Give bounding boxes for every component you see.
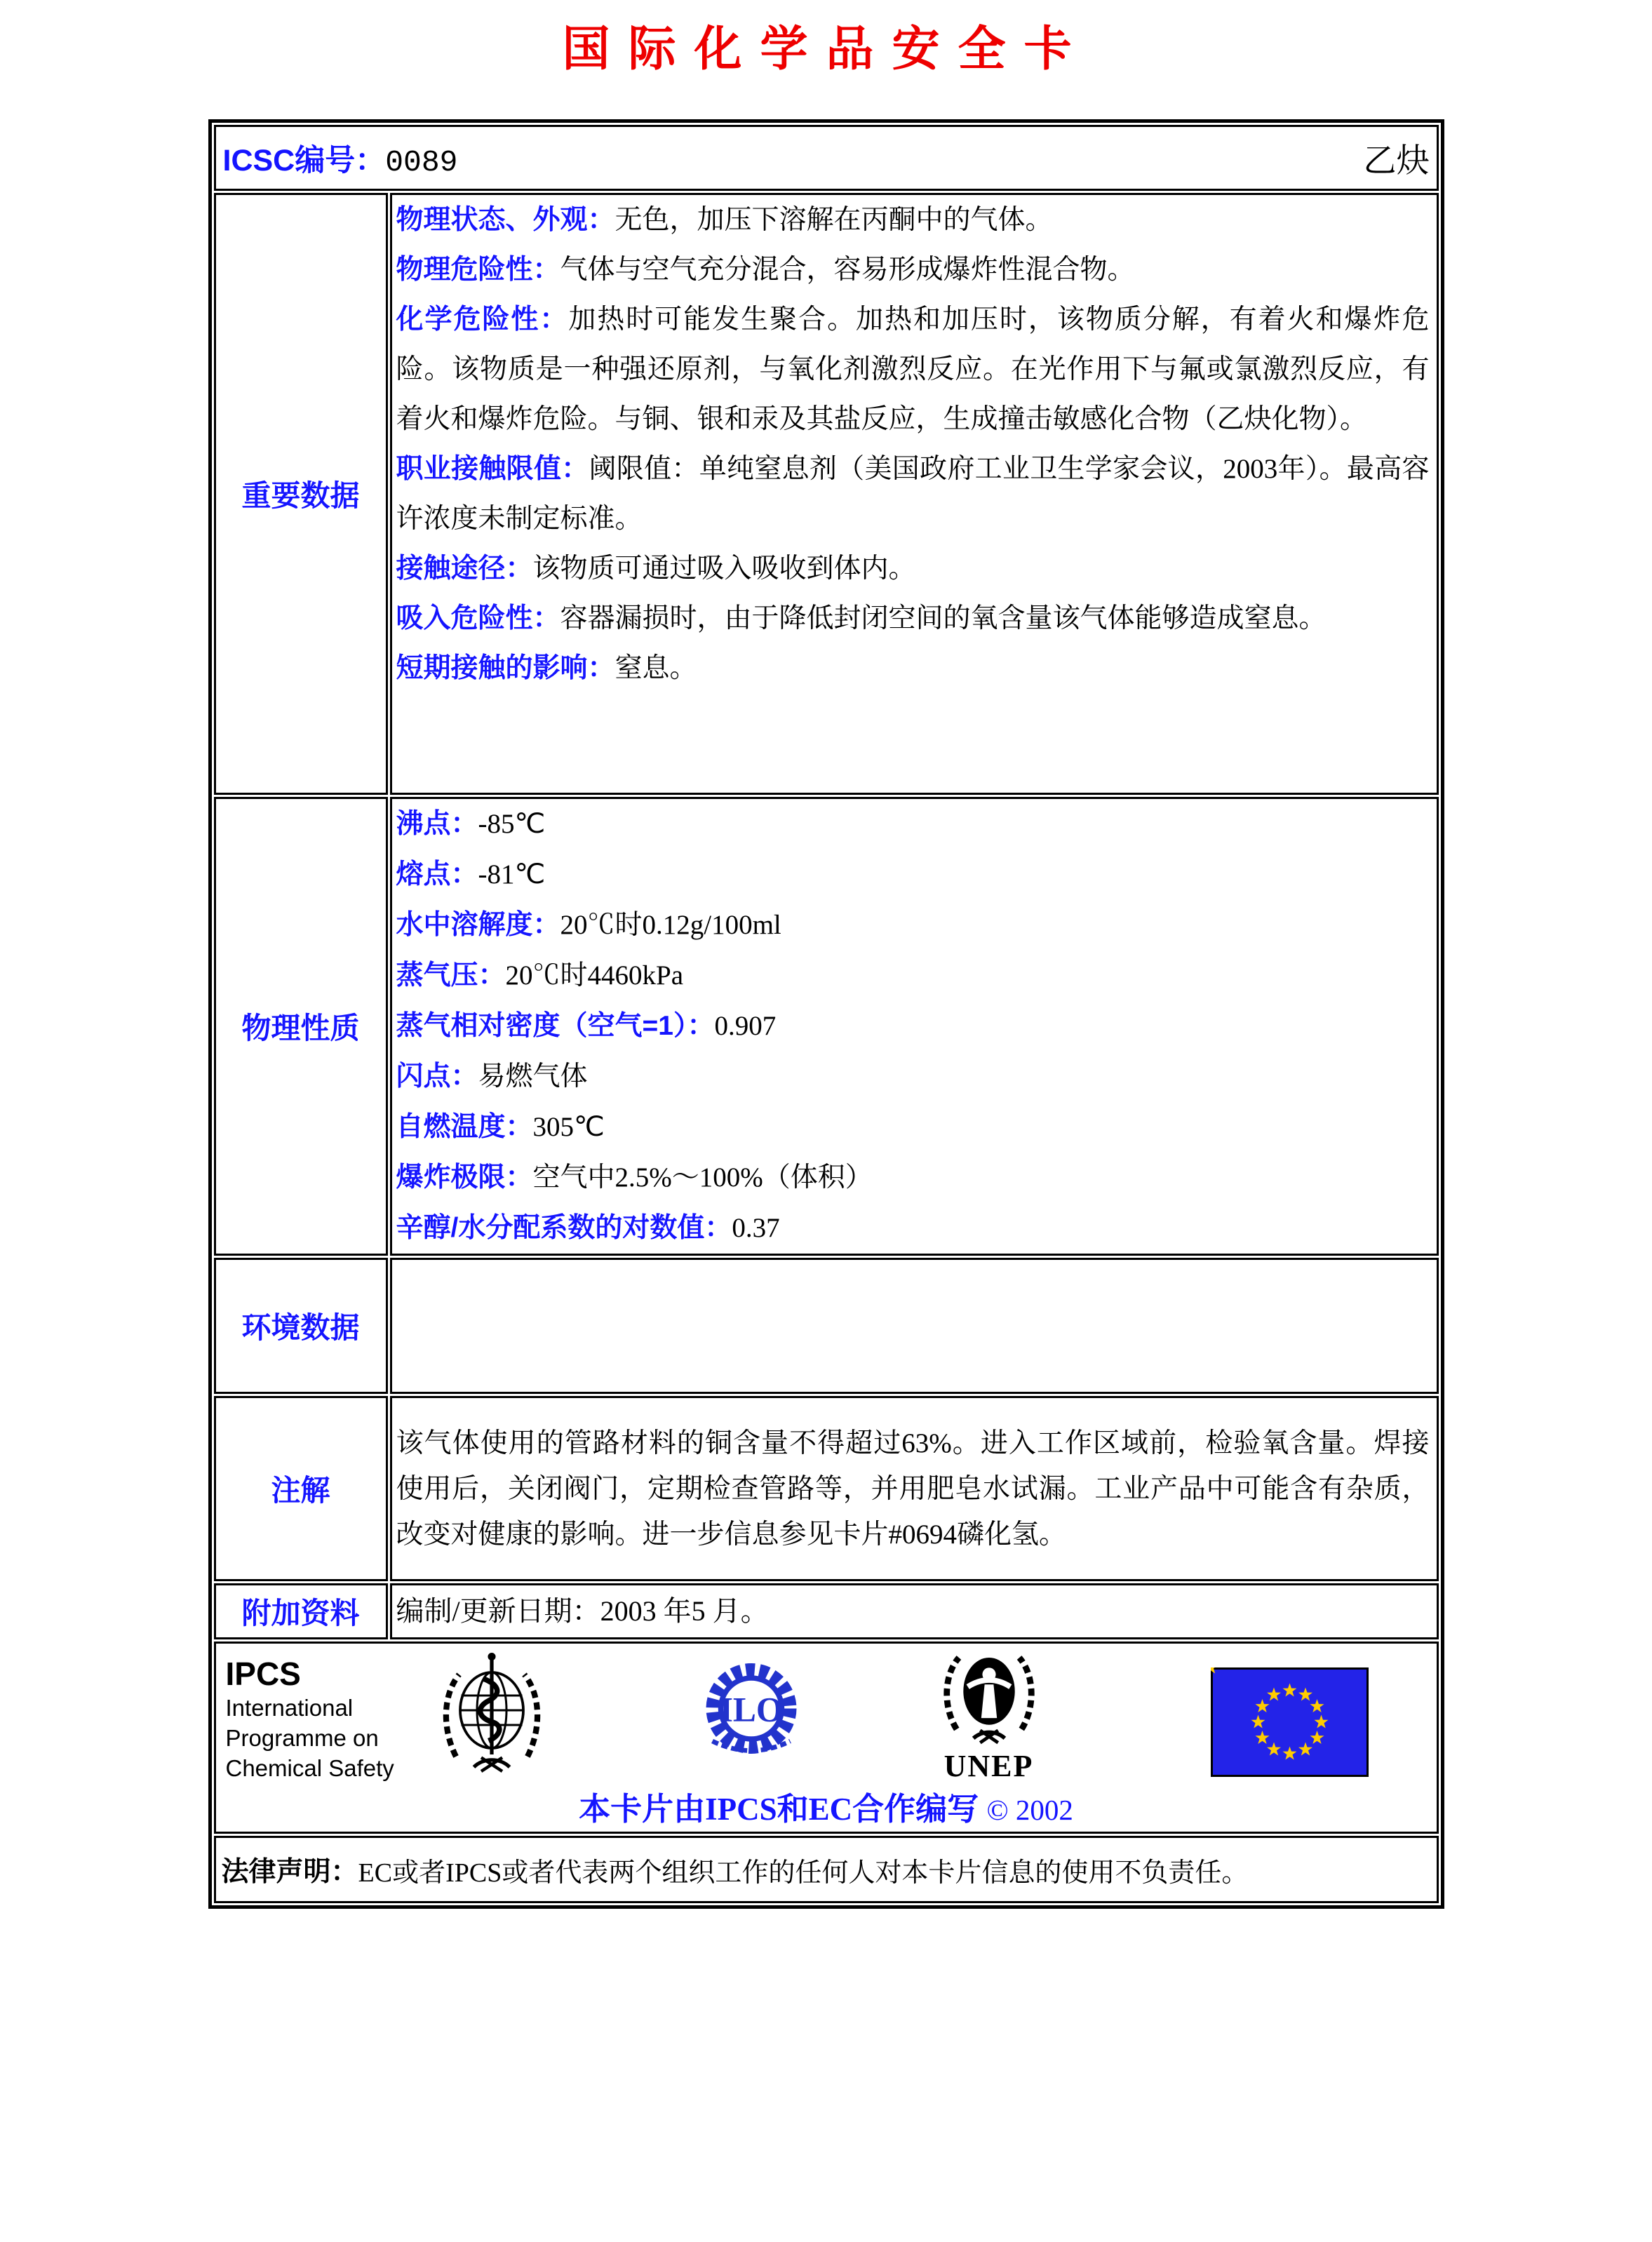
important-item [396,444,1430,544]
field-value: 20℃时0.12g/100ml [560,910,781,940]
physical-item [396,799,1430,850]
icsc-number-group [223,137,458,180]
field-value: 阈限值：单纯窒息剂（美国政府工业卫生学家会议，2003年）。最高容许浓度未制定标准。 [396,454,1430,534]
icsc-table [208,119,1444,1909]
legal-label: 法律声明： [221,1857,358,1887]
field-label: 蒸气压： [396,960,506,991]
field-label: 物理危险性： [396,255,560,285]
legal-notice [216,1838,1437,1901]
credit-text: 本卡片由IPCS和EC合作编写 [579,1792,979,1827]
field-label: 化学危险性： [396,304,569,335]
field-label: 辛醇/水分配系数的对数值： [396,1213,732,1243]
physical-item [396,900,1430,951]
field-label: 接触途径： [396,553,533,584]
physical-properties-row [214,797,1439,1256]
environment-data-row [214,1258,1439,1394]
copyright-text: © 2002 [986,1794,1073,1826]
notes-row [214,1396,1439,1581]
field-label: 爆炸极限： [396,1162,533,1193]
ilo-logo-icon [699,1659,804,1768]
field-label: 熔点： [396,859,478,890]
additional-info-content [390,1583,1439,1639]
field-label: 物理状态、外观： [396,205,615,235]
physical-item [396,850,1430,900]
legal-row [214,1836,1439,1903]
important-item [396,593,1430,643]
section-title-physical: 物理性质 [214,797,388,1256]
field-value: 空气中2.5%～100%（体积） [532,1162,873,1193]
environment-data-content [390,1258,1439,1394]
page-title: 国际化学品安全卡 [562,22,1090,76]
ilo-letters: ILO [719,1690,783,1729]
field-label: 短期接触的影响： [396,653,615,683]
section-title-environment: 环境数据 [214,1258,388,1394]
important-data-row [214,193,1439,795]
ipcs-line: Programme on [225,1725,379,1751]
field-label: 蒸气相对密度（空气=1）： [396,1011,715,1041]
notes-content [390,1396,1439,1581]
physical-item [396,1001,1430,1052]
field-value: 20℃时4460kPa [505,960,684,991]
important-item [396,195,1430,245]
important-item [396,245,1430,295]
notes-text: 该气体使用的管路材料的铜含量不得超过63%。进入工作区域前，检验氧含量。焊接使用后，关闭阀门，定期检查管路等，并用肥皂水试漏。工业产品中可能含有杂质，改变对健康的影响。进一步信息参见卡片#0694磷化氢。 [396,1428,1430,1550]
legal-text: EC或者IPCS或者代表两个组织工作的任何人对本卡片信息的使用不负责任。 [358,1858,1249,1888]
field-value: 窒息。 [615,653,697,683]
field-value: 305℃ [532,1112,605,1142]
field-value: -81℃ [478,859,546,890]
section-title-important: 重要数据 [214,193,388,795]
field-value: 0.37 [732,1213,780,1243]
section-title-notes: 注解 [214,1396,388,1581]
icsc-header [216,127,1437,189]
physical-item [396,1153,1430,1203]
field-label: 水中溶解度： [396,910,560,940]
field-label: 职业接触限值： [396,454,589,484]
important-item [396,643,1430,693]
unep-caption: UNEP [943,1749,1034,1783]
logos-row [214,1642,1439,1834]
physical-item [396,1052,1430,1102]
ipcs-acronym: IPCS [225,1656,301,1692]
important-item [396,544,1430,593]
important-item [396,295,1430,444]
header-row [214,125,1439,191]
ipcs-text-block [226,1655,394,1783]
field-value: 气体与空气充分混合，容易形成爆炸性混合物。 [560,255,1135,285]
field-label: 吸入危险性： [396,603,560,633]
additional-info-text: 编制/更新日期：2003 年5 月。 [396,1595,769,1627]
who-logo-icon [439,1649,544,1792]
field-value: -85℃ [478,809,546,839]
icsc-number-label: ICSC编号： [222,143,386,177]
field-value: 无色，加压下溶解在丙酮中的气体。 [615,205,1053,235]
physical-item [396,1102,1430,1153]
field-value: 易燃气体 [478,1061,588,1092]
field-label: 闪点： [396,1061,478,1092]
field-label: 自燃温度： [396,1112,533,1142]
eu-flag-icon [1211,1667,1369,1780]
logos-strip [216,1644,1437,1832]
important-data-content [390,193,1439,795]
chemical-name: 乙炔 [1363,142,1430,180]
section-title-additional: 附加资料 [214,1583,388,1639]
credit-line [216,1783,1437,1829]
ipcs-line: International [225,1695,354,1721]
physical-item [396,951,1430,1001]
unep-logo-icon [933,1646,1045,1782]
physical-item [396,1203,1430,1254]
ipcs-line: Chemical Safety [225,1755,394,1781]
field-label: 沸点： [396,809,478,839]
additional-info-row [214,1583,1439,1639]
physical-properties-content [390,797,1439,1256]
field-value: 容器漏损时，由于降低封闭空间的氧含量该气体能够造成窒息。 [560,603,1327,633]
icsc-number-value: 0089 [385,145,458,180]
field-value: 加热时可能发生聚合。加热和加压时，该物质分解，有着火和爆炸危险。该物质是一种强还原剂，与氧化剂激烈反应。在光作用下与氟或氯激烈反应，有着火和爆炸危险。与铜、银和汞及其盐反应，生成撞击敏感化合物（乙炔化物）。 [396,304,1430,434]
field-value: 0.907 [714,1011,777,1041]
field-value: 该物质可通过吸入吸收到体内。 [532,553,916,584]
